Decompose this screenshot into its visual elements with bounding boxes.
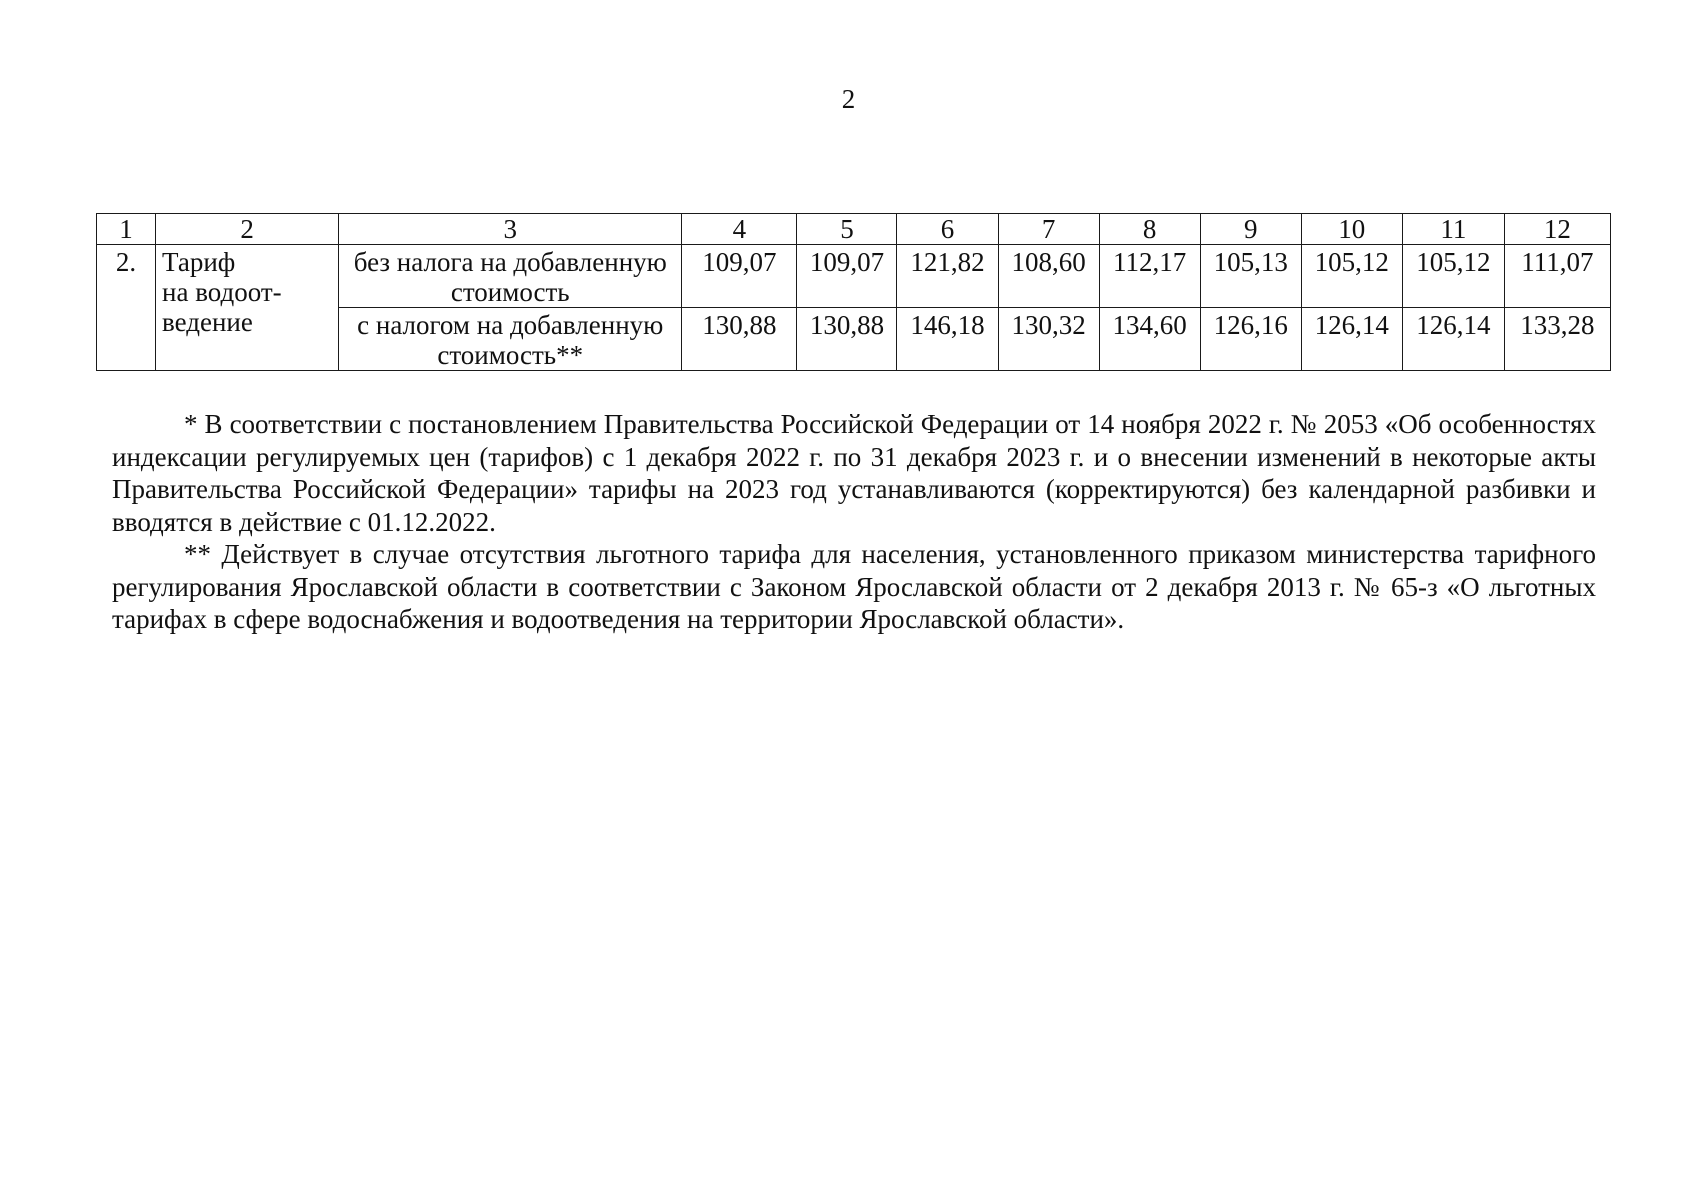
column-number: 7 bbox=[998, 214, 1099, 245]
vat-label-line: без налога на добавленную bbox=[353, 247, 667, 277]
column-number: 1 bbox=[97, 214, 156, 245]
footnote: * В соответствии с постановлением Правительства Российской Федерации от 14 ноября 2022 г. № 2053 «Об особенностях индексации регулируемых цен (тарифов) с 1 декабря 2022 г. по 31 декабря 2023 г. и о внесении изменений в некоторые акты Правительства Российской Федерации» тарифы на 2023 год устанавливаются (корректируются) без календарной разбивки и вводятся в действие с 01.12.2022. bbox=[112, 409, 1596, 537]
footnotes bbox=[112, 408, 1596, 636]
tariff-value: 126,16 bbox=[1200, 308, 1301, 371]
column-number: 9 bbox=[1200, 214, 1301, 245]
column-number-row bbox=[97, 214, 1611, 245]
tariff-value: 130,32 bbox=[998, 308, 1099, 371]
tariff-value: 112,17 bbox=[1099, 245, 1200, 308]
tariff-value: 111,07 bbox=[1504, 245, 1610, 308]
tariff-value: 134,60 bbox=[1099, 308, 1200, 371]
vat-label bbox=[339, 245, 682, 308]
vat-label bbox=[339, 308, 682, 371]
vat-label-line: стоимость bbox=[450, 277, 570, 307]
service-label-line: ведение bbox=[162, 307, 253, 337]
vat-label-line: с налогом на добавленную bbox=[357, 310, 664, 340]
service-label bbox=[156, 245, 339, 371]
tariff-value: 133,28 bbox=[1504, 308, 1610, 371]
tariff-value: 109,07 bbox=[797, 245, 897, 308]
tariff-value: 126,14 bbox=[1301, 308, 1402, 371]
vat-label-line: стоимость** bbox=[437, 340, 584, 370]
tariff-value: 105,12 bbox=[1301, 245, 1402, 308]
tariff-value: 109,07 bbox=[682, 245, 797, 308]
column-number: 8 bbox=[1099, 214, 1200, 245]
tariff-value: 105,13 bbox=[1200, 245, 1301, 308]
tariff-value: 130,88 bbox=[797, 308, 897, 371]
column-number: 4 bbox=[682, 214, 797, 245]
tariff-value: 108,60 bbox=[998, 245, 1099, 308]
tariff-value: 105,12 bbox=[1402, 245, 1504, 308]
table-row bbox=[97, 245, 1611, 308]
column-number: 12 bbox=[1504, 214, 1610, 245]
row-number: 2. bbox=[97, 245, 156, 371]
footnote: ** Действует в случае отсутствия льготного тарифа для населения, установленного приказом министерства тарифного регулирования Ярославской области в соответствии с Законом Ярославской области от 2 декабря 2013 г. № 65-з «О льготных тарифах в сфере водоснабжения и водоотведения на территории Ярославской области». bbox=[112, 539, 1596, 634]
column-number: 10 bbox=[1301, 214, 1402, 245]
service-label-line: на водоот- bbox=[162, 277, 282, 307]
service-label-line: Тариф bbox=[162, 247, 236, 277]
column-number: 2 bbox=[156, 214, 339, 245]
tariff-value: 146,18 bbox=[897, 308, 998, 371]
tariff-value: 130,88 bbox=[682, 308, 797, 371]
column-number: 11 bbox=[1402, 214, 1504, 245]
page-number: 2 bbox=[841, 84, 856, 114]
tariff-table bbox=[96, 213, 1611, 371]
column-number: 6 bbox=[897, 214, 998, 245]
tariff-value: 121,82 bbox=[897, 245, 998, 308]
tariff-value: 126,14 bbox=[1402, 308, 1504, 371]
column-number: 3 bbox=[339, 214, 682, 245]
column-number: 5 bbox=[797, 214, 897, 245]
